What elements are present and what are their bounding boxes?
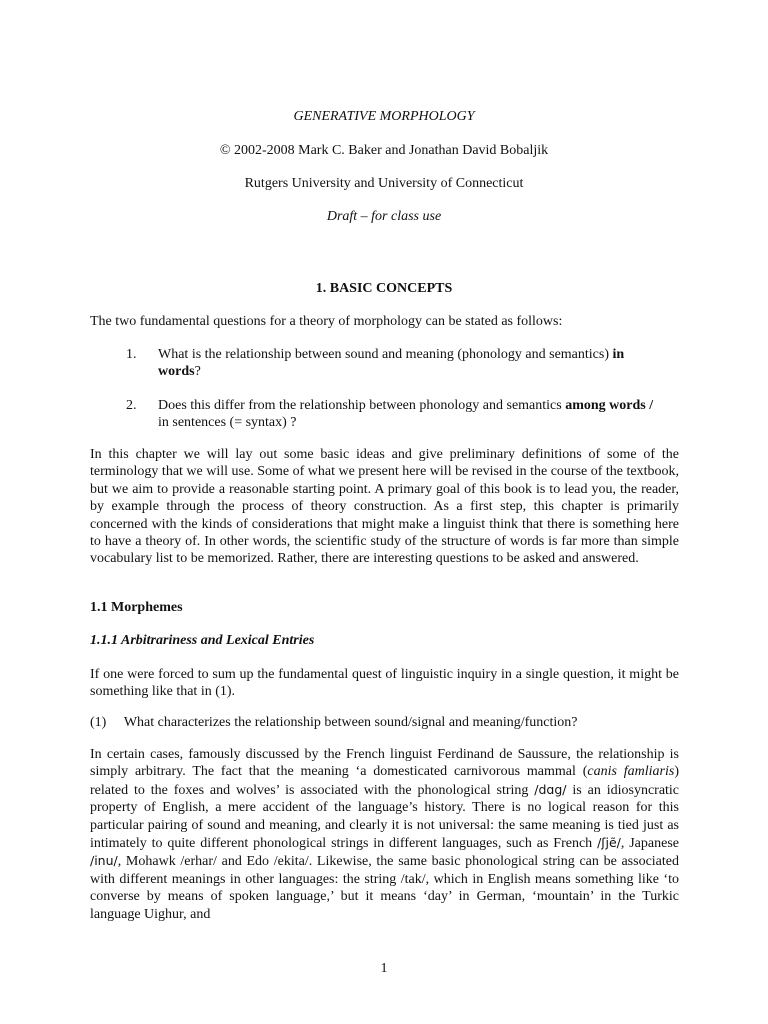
arbitrariness-text-4: , Japanese xyxy=(620,836,679,852)
arbitrariness-text-5: , Mohawk /erhar/ and Edo /ekita/. Likewise, the same basic phonological string can be associated with different meanings in other languages: the string /tak/, which in English means something like ‘to converse by means of spoken language,’ but it means ‘day’ in German, ‘mountain’ in the Turkic language Uighur, and xyxy=(90,854,679,922)
question-2-text-b: in sentences (= syntax) ? xyxy=(158,415,297,431)
page-number: 1 xyxy=(380,961,388,976)
section-heading: 1.1 Morphemes xyxy=(90,600,183,615)
ipa-french: /ʃjẽ/ xyxy=(597,835,621,851)
paragraph-fundamental-quest: If one were forced to sum up the fundamental quest of linguistic inquiry in a single question, it might be something like that in (1). xyxy=(90,667,679,700)
arbitrariness-text-3: is an idiosyncratic property of English, a mere accident of the language’s history. There is no logical reason for this particular pairing of sound and meaning, and clearly it is not universal: the same meaning is tied just as intimately to quite different phonological strings in different languages, such as French xyxy=(90,782,680,852)
example-1-number: (1) xyxy=(90,715,107,730)
question-2-text xyxy=(158,397,686,432)
question-1-text xyxy=(158,346,666,381)
question-2 xyxy=(126,397,686,432)
question-1-number: 1. xyxy=(126,347,137,362)
ipa-japanese: /inu/ xyxy=(90,853,118,869)
paragraph-arbitrariness xyxy=(90,746,679,923)
question-2-bold-a: among words / xyxy=(565,398,654,413)
arbitrariness-text-1: In certain cases, famously discussed by the French linguist Ferdinand de Saussure, the relationship is simply arbitrary. The fact that the meaning ‘a domesticated carnivorous mammal ( xyxy=(90,747,679,780)
document-title: GENERATIVE MORPHOLOGY xyxy=(293,109,475,124)
paragraph-chapter-overview: In this chapter we will lay out some basic ideas and give preliminary definitions of some of the terminology that we will use. Some of what we present here will be revised in the course of the textbook, but we aim to provide a reasonable starting point. A primary goal of this book is to lead you, the reader, by example through the process of theory construction. As a first step, this chapter is primarily concerned with the kinds of considerations that might make a linguist think that there is something here to have a theory of. In other words, the scientific study of the structure of words is far more than simple vocabulary list to be memorized. Rather, there are interesting questions to be asked and answered. xyxy=(90,447,680,567)
latin-species-name: canis famliaris xyxy=(587,764,675,780)
copyright-line: © 2002-2008 Mark C. Baker and Jonathan David Bobaljik xyxy=(219,143,549,158)
ipa-dog: /dɑg/ xyxy=(534,781,567,797)
arbitrariness-text-2: ) related to the foxes and wolves’ is associated with the phonological string xyxy=(90,764,679,798)
example-1 xyxy=(90,714,690,731)
draft-note: Draft – for class use xyxy=(326,209,442,224)
intro-paragraph: The two fundamental questions for a theory of morphology can be stated as follows: xyxy=(90,314,563,329)
chapter-heading: 1. BASIC CONCEPTS xyxy=(315,281,453,296)
affiliation-line: Rutgers University and University of Connecticut xyxy=(244,176,524,191)
question-1-text-a: What is the relationship between sound and meaning (phonology and semantics) xyxy=(158,347,610,362)
question-2-number: 2. xyxy=(126,398,137,413)
question-2-text-a: Does this differ from the relationship between phonology and semantics xyxy=(158,398,562,413)
example-1-text: What characterizes the relationship between sound/signal and meaning/function? xyxy=(123,715,578,730)
subsection-heading: 1.1.1 Arbitrariness and Lexical Entries xyxy=(90,633,315,648)
question-1 xyxy=(126,346,666,381)
question-1-tail: ? xyxy=(194,364,201,380)
question-1-bold-b: words xyxy=(158,364,195,380)
question-1-bold-a: in xyxy=(612,347,625,362)
